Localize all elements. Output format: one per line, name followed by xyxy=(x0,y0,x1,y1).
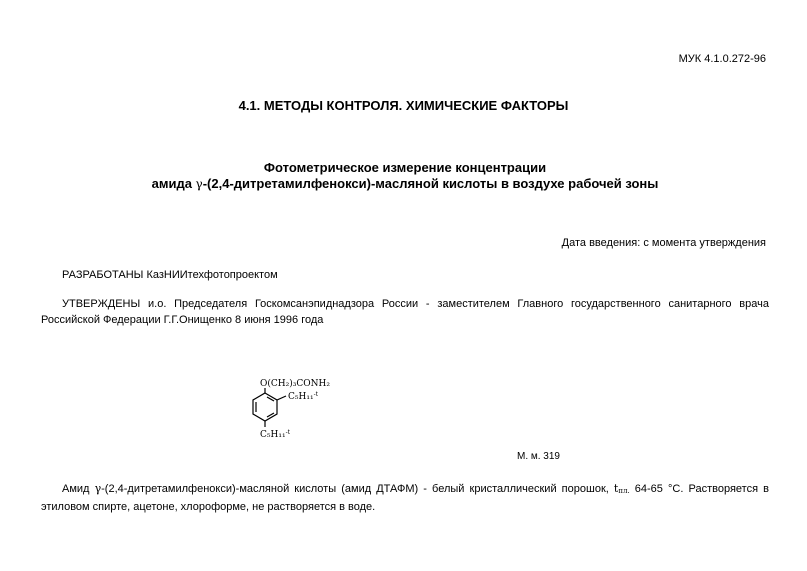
title-line-2 xyxy=(40,176,770,192)
formula-group-right-suffix: -t xyxy=(313,391,319,398)
formula-group-top: O(CH₂)₃CONH₂ xyxy=(260,379,330,389)
description-gamma: γ xyxy=(94,482,102,495)
melting-point-symbol: t xyxy=(613,482,619,495)
description-part1: -(2,4-дитретамилфенокси)-масляной кислоты (амид ДТАФМ) - белый кристаллический порошок, xyxy=(101,483,614,495)
approved-text: и.о. Председателя Госкомсанэпиднадзора России - заместителем Главного государственного санитарного врача Российской Федерации Г.Г.Онищенко 8 июня 1996 года xyxy=(41,298,769,326)
melting-point-subscript: пл. xyxy=(618,487,630,495)
document-code: МУК 4.1.0.272-96 xyxy=(678,53,766,65)
description-paragraph xyxy=(41,481,769,515)
title-prefix: амида xyxy=(151,176,196,191)
section-heading: 4.1. МЕТОДЫ КОНТРОЛЯ. ХИМИЧЕСКИЕ ФАКТОРЫ xyxy=(238,98,569,113)
formula-group-bottom xyxy=(260,429,291,440)
formula-group-right-base: C₅H₁₁ xyxy=(288,392,314,402)
molar-mass: М. м. 319 xyxy=(516,451,560,462)
approved-label: УТВЕРЖДЕНЫ xyxy=(62,298,141,310)
introduction-date: Дата введения: с момента утверждения xyxy=(561,237,766,249)
formula-group-bottom-suffix: -t xyxy=(285,429,291,436)
description-part2: 64-65 °С. Растворяется в этиловом спирте, ацетоне, хлороформе, не растворяется в воде. xyxy=(41,483,769,513)
developed-by: КазНИИтехфотопроектом xyxy=(143,269,278,281)
structural-formula xyxy=(230,372,370,447)
title-rest: -(2,4-дитретамилфенокси)-масляной кислоты в воздухе рабочей зоны xyxy=(202,176,659,191)
title-line-1: Фотометрическое измерение концентрации xyxy=(263,160,547,175)
title-gamma: γ xyxy=(195,177,203,191)
approved-paragraph xyxy=(41,296,769,328)
benzene-ring xyxy=(253,388,286,427)
developed-label: РАЗРАБОТАНЫ xyxy=(62,269,144,281)
developed-paragraph xyxy=(41,267,769,283)
bond-right xyxy=(277,396,286,400)
formula-group-right xyxy=(288,391,319,402)
formula-group-bottom-base: C₅H₁₁ xyxy=(260,430,286,440)
description-prefix: Амид xyxy=(62,483,95,495)
